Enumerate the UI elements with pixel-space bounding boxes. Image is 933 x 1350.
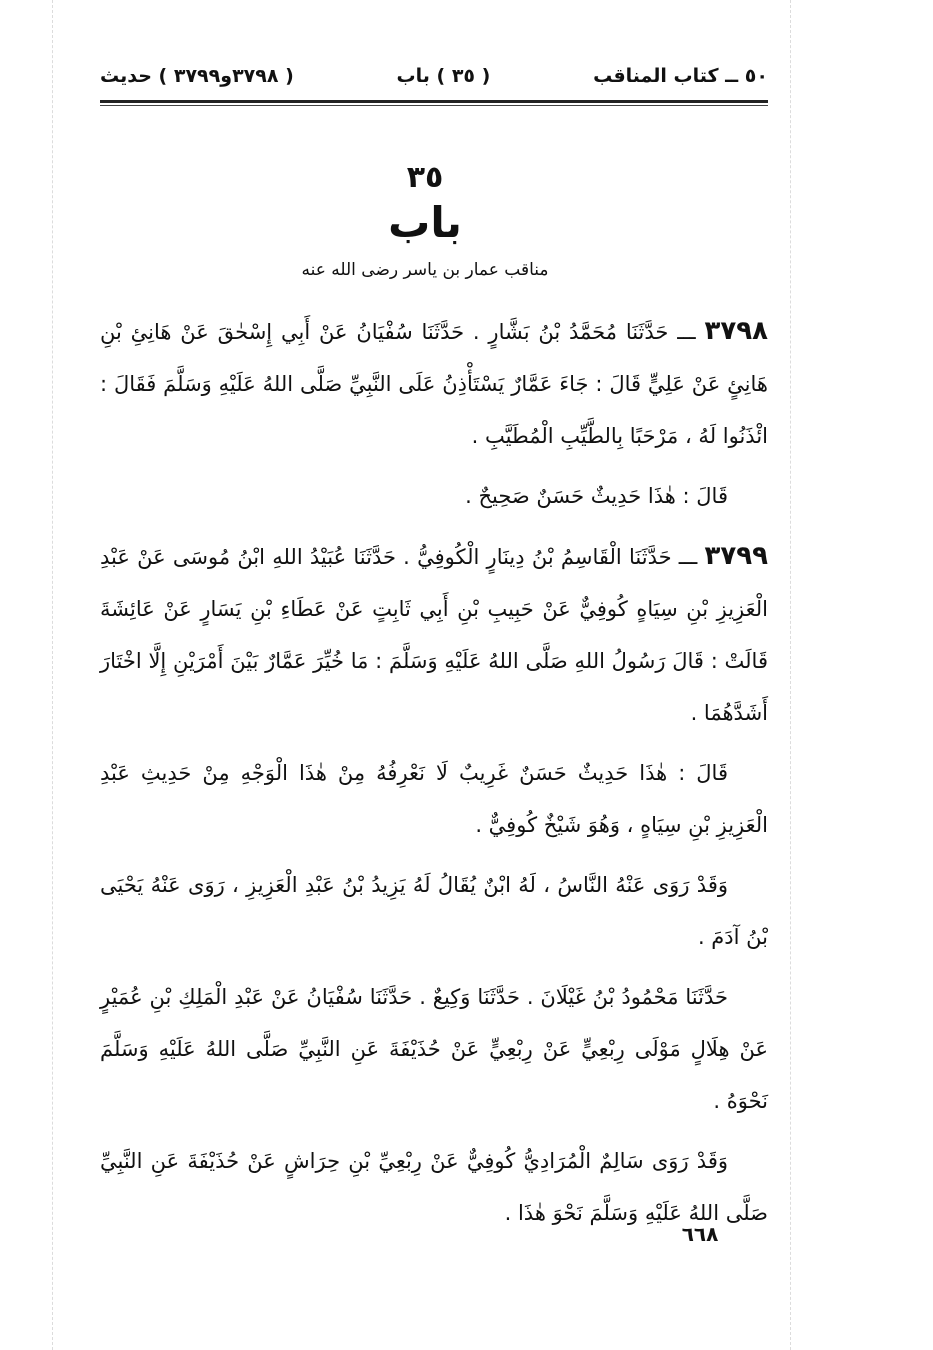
hadith-paragraph <box>100 530 768 739</box>
commentary-text: قَالَ : هٰذَا حَدِيثٌ حَسَنٌ صَحِيحٌ . <box>465 484 728 508</box>
hadith-paragraph <box>100 305 768 462</box>
header-book-title: ٥٠ ــ كتاب المناقب <box>593 65 768 87</box>
header-rule <box>100 100 768 103</box>
chapter-subtitle: مناقب عمار بن ياسر رضى الله عنه <box>301 260 549 280</box>
chain-paragraph <box>100 971 768 1127</box>
header-chapter: ( ٣٥ ) باب <box>396 65 491 87</box>
chain-text: حَدَّثَنَا مَحْمُودُ بْنُ غَيْلَانَ . حَدَّثَنَا وَكِيعٌ . حَدَّثَنَا سُفْيَانُ عَنْ عَبْدِ الْمَلِكِ بْنِ عُمَيْرٍ عَنْ هِلَالٍ مَوْلَى رِبْعِيٍّ عَنْ رِبْعِيٍّ عَنْ حُذَيْفَةَ عَنِ النَّبِيِّ صَلَّى اللهُ عَلَيْهِ وَسَلَّمَ نَحْوَهُ . <box>100 985 768 1113</box>
hadith-text: ـــ حَدَّثَنَا الْقَاسِمُ بْنُ دِينَارٍ الْكُوفِيُّ . حَدَّثَنَا عُبَيْدُ اللهِ ابْنُ مُوسَى عَنْ عَبْدِ الْعَزِيزِ بْنِ سِيَاهٍ كُوفِيٌّ عَنْ حَبِيبِ بْنِ أَبِي ثَابِتٍ عَنْ عَطَاءِ بْنِ يَسَارٍ عَنْ عَائِشَةَ قَالَتْ : قَالَ رَسُولُ اللهِ صَلَّى اللهُ عَلَيْهِ وَسَلَّمَ : مَا خُيِّرَ عَمَّارٌ بَيْنَ أَمْرَيْنِ إِلَّا اخْتَارَ أَشَدَّهُمَا . <box>100 545 768 725</box>
hadith-text: ـــ حَدَّثَنَا مُحَمَّدُ بْنُ بَشَّارٍ . حَدَّثَنَا سُفْيَانُ عَنْ أَبِي إِسْحٰقَ عَنْ هَانِئِ بْنِ هَانِئٍ عَنْ عَلِيٍّ قَالَ : جَاءَ عَمَّارٌ يَسْتَأْذِنُ عَلَى النَّبِيِّ صَلَّى اللهُ عَلَيْهِ وَسَلَّمَ فَقَالَ : ائْذَنُوا لَهُ ، مَرْحَبًا بِالطَّيِّبِ الْمُطَيَّبِ . <box>100 320 768 448</box>
chapter-heading: باب <box>388 198 462 247</box>
page-number: ٦٦٨ <box>681 1222 719 1246</box>
commentary-paragraph <box>100 859 768 963</box>
commentary-text: وَقَدْ رَوَى عَنْهُ النَّاسُ ، لَهُ ابْنٌ يُقَالُ لَهُ يَزِيدُ بْنُ عَبْدِ الْعَزِيزِ ، رَوَى عَنْهُ يَحْيَى بْنُ آدَمَ . <box>100 873 768 949</box>
chain-text: وَقَدْ رَوَى سَالِمٌ الْمُرَادِيُّ كُوفِيٌّ عَنْ رِبْعِيِّ بْنِ حِرَاشٍ عَنْ حُذَيْفَةَ عَنِ النَّبِيِّ صَلَّى اللهُ عَلَيْهِ وَسَلَّمَ نَحْوَ هٰذَا . <box>100 1149 768 1225</box>
hadith-number: ٣٧٩٩ <box>704 541 768 571</box>
header-hadith-range: ( ٣٧٩٨و٣٧٩٩ ) حديث <box>100 65 294 87</box>
commentary-text: قَالَ : هٰذَا حَدِيثٌ حَسَنٌ غَرِيبٌ لَا نَعْرِفُهُ مِنْ هٰذَا الْوَجْهِ مِنْ حَدِيثِ عَبْدِ الْعَزِيزِ بْنِ سِيَاهٍ ، وَهُوَ شَيْخٌ كُوفِيٌّ . <box>100 761 768 837</box>
running-header <box>100 58 768 94</box>
body-text <box>100 305 768 1247</box>
chapter-number: ٣٥ <box>406 160 444 195</box>
commentary-paragraph <box>100 747 768 851</box>
hadith-number: ٣٧٩٨ <box>704 316 768 346</box>
header-rule-thin <box>100 105 768 106</box>
commentary-paragraph <box>100 470 768 522</box>
